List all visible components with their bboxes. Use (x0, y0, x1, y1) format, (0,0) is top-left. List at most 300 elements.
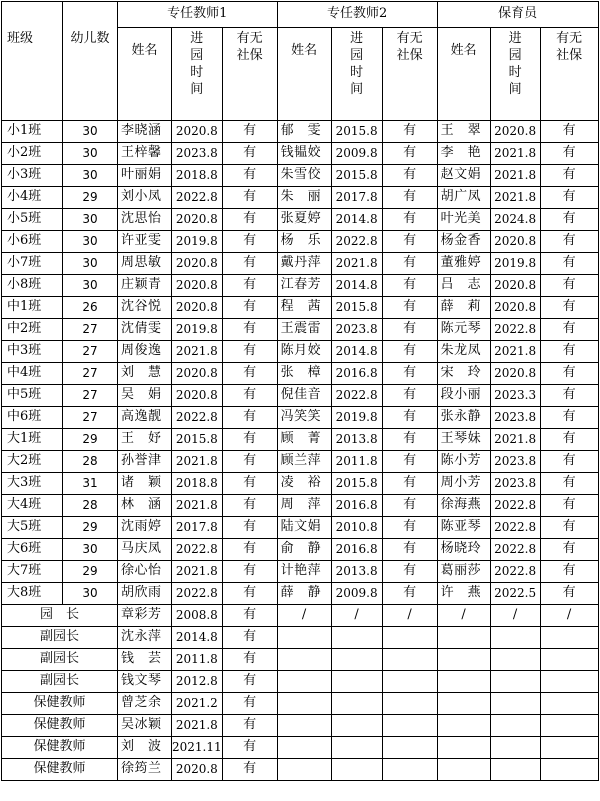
staff-empty-cell (437, 715, 490, 737)
caregiver-name: 杨晓玲 (437, 539, 490, 561)
teacher1-date: 2020.8 (172, 385, 223, 407)
header-start-date: 进 园 时 间 (172, 28, 223, 121)
caregiver-date: 2022.8 (490, 539, 540, 561)
caregiver-date: 2023.8 (490, 407, 540, 429)
teacher2-date: 2015.8 (331, 297, 382, 319)
staff-date: 2012.8 (172, 671, 223, 693)
table-row (2, 429, 599, 451)
teacher2-insurance: 有 (382, 363, 437, 385)
child-count-cell: 27 (63, 319, 118, 341)
caregiver-date: 2020.8 (490, 363, 540, 385)
caregiver-insurance: 有 (540, 143, 598, 165)
staff-empty-cell: / (490, 605, 540, 627)
teacher1-insurance: 有 (222, 561, 277, 583)
header-insurance: 有无 社保 (222, 28, 277, 121)
teacher2-name: 薛 静 (277, 583, 331, 605)
staff-empty-cell (277, 693, 331, 715)
child-count-cell: 26 (63, 297, 118, 319)
teacher1-date: 2021.8 (172, 561, 223, 583)
class-cell: 小5班 (2, 209, 63, 231)
staff-row (2, 759, 599, 781)
staff-insurance: 有 (222, 693, 277, 715)
teacher2-date: 2014.8 (331, 341, 382, 363)
teacher1-insurance: 有 (222, 429, 277, 451)
caregiver-date: 2024.8 (490, 209, 540, 231)
table-row (2, 121, 599, 143)
staff-role: 副园长 (2, 671, 118, 693)
staff-empty-cell (540, 627, 598, 649)
staff-empty-cell (382, 737, 437, 759)
teacher1-date: 2020.8 (172, 297, 223, 319)
caregiver-date: 2023.3 (490, 385, 540, 407)
teacher2-insurance: 有 (382, 121, 437, 143)
teacher2-name: 杨 乐 (277, 231, 331, 253)
header-group-teacher2: 专任教师2 (277, 2, 437, 28)
staff-empty-cell (382, 649, 437, 671)
table-row (2, 253, 599, 275)
staff-empty-cell (437, 737, 490, 759)
teacher2-name: 顾 菁 (277, 429, 331, 451)
caregiver-insurance: 有 (540, 341, 598, 363)
child-count-cell: 27 (63, 341, 118, 363)
teacher1-insurance: 有 (222, 253, 277, 275)
staff-insurance: 有 (222, 759, 277, 781)
staff-empty-cell (437, 693, 490, 715)
staff-empty-cell (277, 759, 331, 781)
teacher2-insurance: 有 (382, 231, 437, 253)
class-cell: 小1班 (2, 121, 63, 143)
teacher1-date: 2022.8 (172, 187, 223, 209)
caregiver-insurance: 有 (540, 561, 598, 583)
caregiver-insurance: 有 (540, 297, 598, 319)
staff-role: 保健教师 (2, 715, 118, 737)
caregiver-date: 2021.8 (490, 187, 540, 209)
header-start-date: 进 园 时 间 (490, 28, 540, 121)
child-count-cell: 30 (63, 121, 118, 143)
caregiver-name: 陈元琴 (437, 319, 490, 341)
teacher2-insurance: 有 (382, 561, 437, 583)
teacher1-name: 林 涵 (118, 495, 172, 517)
class-cell: 小7班 (2, 253, 63, 275)
caregiver-date: 2020.8 (490, 121, 540, 143)
class-cell: 大1班 (2, 429, 63, 451)
teacher2-name: 郁 雯 (277, 121, 331, 143)
staff-empty-cell (382, 693, 437, 715)
caregiver-insurance: 有 (540, 121, 598, 143)
staff-role: 保健教师 (2, 737, 118, 759)
teacher1-name: 高逸靓 (118, 407, 172, 429)
staff-empty-cell (490, 671, 540, 693)
teacher1-insurance: 有 (222, 187, 277, 209)
teacher2-insurance: 有 (382, 385, 437, 407)
child-count-cell: 29 (63, 429, 118, 451)
teacher2-date: 2022.8 (331, 231, 382, 253)
child-count-cell: 28 (63, 451, 118, 473)
caregiver-name: 陈亚琴 (437, 517, 490, 539)
teacher1-name: 王梓馨 (118, 143, 172, 165)
caregiver-name: 杨金香 (437, 231, 490, 253)
staff-insurance: 有 (222, 649, 277, 671)
caregiver-name: 胡广凤 (437, 187, 490, 209)
caregiver-insurance: 有 (540, 583, 598, 605)
staff-empty-cell (331, 737, 382, 759)
staff-empty-cell (490, 737, 540, 759)
teacher2-date: 2015.8 (331, 473, 382, 495)
staff-date: 2014.8 (172, 627, 223, 649)
staff-role: 园 长 (2, 605, 118, 627)
teacher2-insurance: 有 (382, 319, 437, 341)
teacher1-date: 2020.8 (172, 253, 223, 275)
teacher1-name: 李晓涵 (118, 121, 172, 143)
class-cell: 中4班 (2, 363, 63, 385)
teacher1-date: 2021.8 (172, 341, 223, 363)
teacher1-name: 马庆凤 (118, 539, 172, 561)
staff-empty-cell: / (437, 605, 490, 627)
table-row (2, 143, 599, 165)
teacher2-insurance: 有 (382, 143, 437, 165)
class-cell: 大5班 (2, 517, 63, 539)
caregiver-name: 许 燕 (437, 583, 490, 605)
caregiver-name: 张永静 (437, 407, 490, 429)
class-cell: 中3班 (2, 341, 63, 363)
teacher1-date: 2018.8 (172, 473, 223, 495)
caregiver-date: 2022.8 (490, 319, 540, 341)
teacher1-name: 徐心怡 (118, 561, 172, 583)
teacher2-name: 朱雪佼 (277, 165, 331, 187)
teacher1-insurance: 有 (222, 363, 277, 385)
header-class: 班级 (2, 2, 63, 121)
caregiver-insurance: 有 (540, 165, 598, 187)
teacher1-date: 2017.8 (172, 517, 223, 539)
staff-name: 刘 波 (118, 737, 172, 759)
table-row (2, 407, 599, 429)
class-cell: 小8班 (2, 275, 63, 297)
table-body (2, 121, 599, 781)
staff-row (2, 605, 599, 627)
teacher2-name: 计艳萍 (277, 561, 331, 583)
header-group-teacher1: 专任教师1 (118, 2, 278, 28)
staff-role: 副园长 (2, 649, 118, 671)
caregiver-name: 叶光美 (437, 209, 490, 231)
teacher1-date: 2021.8 (172, 495, 223, 517)
staff-empty-cell (331, 693, 382, 715)
teacher2-date: 2010.8 (331, 517, 382, 539)
teacher1-name: 沈思怡 (118, 209, 172, 231)
teacher2-date: 2009.8 (331, 143, 382, 165)
table-row (2, 583, 599, 605)
header-insurance: 有无 社保 (540, 28, 598, 121)
teacher2-date: 2023.8 (331, 319, 382, 341)
teacher2-insurance: 有 (382, 297, 437, 319)
caregiver-name: 王 翠 (437, 121, 490, 143)
table-row (2, 561, 599, 583)
teacher2-name: 江春芳 (277, 275, 331, 297)
teacher1-name: 王 妤 (118, 429, 172, 451)
teacher2-name: 张夏婷 (277, 209, 331, 231)
teacher1-insurance: 有 (222, 121, 277, 143)
header-name: 姓名 (277, 28, 331, 121)
caregiver-insurance: 有 (540, 319, 598, 341)
table-row (2, 319, 599, 341)
caregiver-name: 宋 玲 (437, 363, 490, 385)
child-count-cell: 29 (63, 517, 118, 539)
staff-date: 2021.2 (172, 693, 223, 715)
table-row (2, 517, 599, 539)
caregiver-insurance: 有 (540, 407, 598, 429)
teacher1-date: 2021.8 (172, 451, 223, 473)
staff-empty-cell (331, 759, 382, 781)
staff-name: 钱文琴 (118, 671, 172, 693)
teacher1-insurance: 有 (222, 385, 277, 407)
teacher2-date: 2022.8 (331, 385, 382, 407)
caregiver-date: 2021.8 (490, 341, 540, 363)
staff-row (2, 671, 599, 693)
teacher1-date: 2019.8 (172, 231, 223, 253)
staff-empty-cell (437, 649, 490, 671)
class-cell: 小6班 (2, 231, 63, 253)
child-count-cell: 29 (63, 561, 118, 583)
teacher1-date: 2023.8 (172, 143, 223, 165)
staff-empty-cell (540, 671, 598, 693)
class-cell: 中5班 (2, 385, 63, 407)
teacher2-date: 2015.8 (331, 121, 382, 143)
table-row (2, 187, 599, 209)
teacher1-insurance: 有 (222, 495, 277, 517)
caregiver-insurance: 有 (540, 473, 598, 495)
staff-name: 沈永萍 (118, 627, 172, 649)
teacher1-date: 2020.8 (172, 363, 223, 385)
child-count-cell: 30 (63, 231, 118, 253)
table-header (2, 2, 599, 121)
staff-empty-cell (382, 759, 437, 781)
header-name: 姓名 (437, 28, 490, 121)
staff-row (2, 715, 599, 737)
child-count-cell: 27 (63, 363, 118, 385)
staff-date: 2021.8 (172, 715, 223, 737)
teacher2-insurance: 有 (382, 209, 437, 231)
table-row (2, 363, 599, 385)
staff-empty-cell (382, 627, 437, 649)
staff-row (2, 737, 599, 759)
teacher2-date: 2011.8 (331, 451, 382, 473)
teacher1-date: 2022.8 (172, 539, 223, 561)
caregiver-date: 2022.8 (490, 561, 540, 583)
teacher2-name: 周 萍 (277, 495, 331, 517)
staff-empty-cell (382, 715, 437, 737)
caregiver-insurance: 有 (540, 253, 598, 275)
teacher2-date: 2016.8 (331, 363, 382, 385)
class-cell: 大8班 (2, 583, 63, 605)
caregiver-insurance: 有 (540, 275, 598, 297)
child-count-cell: 30 (63, 539, 118, 561)
header-child-count: 幼儿数 (63, 2, 118, 121)
caregiver-name: 段小丽 (437, 385, 490, 407)
teacher2-name: 张 樟 (277, 363, 331, 385)
teacher2-date: 2014.8 (331, 275, 382, 297)
teacher2-insurance: 有 (382, 495, 437, 517)
staff-role: 副园长 (2, 627, 118, 649)
teacher1-date: 2022.8 (172, 407, 223, 429)
teacher1-name: 庄颖青 (118, 275, 172, 297)
staff-empty-cell (490, 693, 540, 715)
teacher2-insurance: 有 (382, 583, 437, 605)
teacher1-insurance: 有 (222, 407, 277, 429)
teacher1-name: 孙誉津 (118, 451, 172, 473)
staff-insurance: 有 (222, 605, 277, 627)
teacher1-date: 2020.8 (172, 121, 223, 143)
caregiver-date: 2020.8 (490, 275, 540, 297)
staff-empty-cell (331, 627, 382, 649)
child-count-cell: 30 (63, 143, 118, 165)
staff-empty-cell (490, 715, 540, 737)
caregiver-name: 周小芳 (437, 473, 490, 495)
teacher1-insurance: 有 (222, 209, 277, 231)
caregiver-date: 2021.8 (490, 143, 540, 165)
teacher2-insurance: 有 (382, 253, 437, 275)
table-row (2, 165, 599, 187)
teacher2-name: 凌 裕 (277, 473, 331, 495)
teacher1-insurance: 有 (222, 539, 277, 561)
child-count-cell: 30 (63, 253, 118, 275)
staff-empty-cell (437, 759, 490, 781)
teacher2-name: 冯笑笑 (277, 407, 331, 429)
teacher1-insurance: 有 (222, 583, 277, 605)
teacher2-name: 朱 丽 (277, 187, 331, 209)
caregiver-name: 董雅婷 (437, 253, 490, 275)
teacher1-insurance: 有 (222, 165, 277, 187)
staff-name: 吴冰颖 (118, 715, 172, 737)
staff-role: 保健教师 (2, 693, 118, 715)
teacher1-name: 许亚雯 (118, 231, 172, 253)
caregiver-insurance: 有 (540, 429, 598, 451)
staff-empty-cell (540, 737, 598, 759)
caregiver-date: 2020.8 (490, 231, 540, 253)
table-row (2, 297, 599, 319)
staff-empty-cell (277, 649, 331, 671)
teacher1-insurance: 有 (222, 297, 277, 319)
table-row (2, 231, 599, 253)
table-row (2, 451, 599, 473)
teacher1-name: 刘 慧 (118, 363, 172, 385)
teacher2-date: 2016.8 (331, 539, 382, 561)
header-name: 姓名 (118, 28, 172, 121)
header-insurance: 有无 社保 (382, 28, 437, 121)
teacher1-name: 周思敏 (118, 253, 172, 275)
table-row (2, 209, 599, 231)
staff-empty-cell (277, 671, 331, 693)
teacher2-name: 钱韫姣 (277, 143, 331, 165)
teacher1-insurance: 有 (222, 231, 277, 253)
teacher2-date: 2016.8 (331, 495, 382, 517)
caregiver-date: 2019.8 (490, 253, 540, 275)
staff-empty-cell: / (331, 605, 382, 627)
caregiver-insurance: 有 (540, 517, 598, 539)
class-cell: 大4班 (2, 495, 63, 517)
caregiver-date: 2022.8 (490, 495, 540, 517)
teacher1-date: 2015.8 (172, 429, 223, 451)
child-count-cell: 31 (63, 473, 118, 495)
class-cell: 中2班 (2, 319, 63, 341)
child-count-cell: 28 (63, 495, 118, 517)
caregiver-insurance: 有 (540, 385, 598, 407)
staff-empty-cell (277, 737, 331, 759)
teacher1-insurance: 有 (222, 517, 277, 539)
staff-empty-cell (490, 759, 540, 781)
staff-date: 2011.8 (172, 649, 223, 671)
header-group-caregiver: 保育员 (437, 2, 598, 28)
staff-empty-cell (331, 715, 382, 737)
staff-empty-cell (277, 715, 331, 737)
staff-insurance: 有 (222, 737, 277, 759)
teacher2-date: 2017.8 (331, 187, 382, 209)
teacher1-name: 周俊逸 (118, 341, 172, 363)
staff-empty-cell (382, 671, 437, 693)
teacher1-insurance: 有 (222, 451, 277, 473)
teacher2-insurance: 有 (382, 539, 437, 561)
table-row (2, 539, 599, 561)
teacher2-insurance: 有 (382, 407, 437, 429)
staff-date: 2008.8 (172, 605, 223, 627)
caregiver-name: 吕 志 (437, 275, 490, 297)
staff-row (2, 649, 599, 671)
teacher2-insurance: 有 (382, 473, 437, 495)
teacher1-name: 吴 娟 (118, 385, 172, 407)
class-cell: 大2班 (2, 451, 63, 473)
class-cell: 大3班 (2, 473, 63, 495)
staff-empty-cell (540, 715, 598, 737)
staff-date: 2021.11 (172, 737, 223, 759)
child-count-cell: 30 (63, 209, 118, 231)
class-cell: 中1班 (2, 297, 63, 319)
header-start-date: 进 园 时 间 (331, 28, 382, 121)
teacher2-insurance: 有 (382, 429, 437, 451)
caregiver-date: 2022.5 (490, 583, 540, 605)
staff-date: 2020.8 (172, 759, 223, 781)
child-count-cell: 29 (63, 187, 118, 209)
child-count-cell: 27 (63, 385, 118, 407)
caregiver-date: 2023.8 (490, 451, 540, 473)
child-count-cell: 30 (63, 275, 118, 297)
staff-insurance: 有 (222, 671, 277, 693)
teacher1-name: 沈倩雯 (118, 319, 172, 341)
class-cell: 小3班 (2, 165, 63, 187)
teacher2-date: 2019.8 (331, 407, 382, 429)
teacher1-date: 2022.8 (172, 583, 223, 605)
caregiver-insurance: 有 (540, 539, 598, 561)
caregiver-name: 薛 莉 (437, 297, 490, 319)
caregiver-insurance: 有 (540, 209, 598, 231)
caregiver-insurance: 有 (540, 495, 598, 517)
staff-empty-cell (437, 671, 490, 693)
teacher1-name: 叶丽娟 (118, 165, 172, 187)
caregiver-insurance: 有 (540, 363, 598, 385)
caregiver-date: 2021.8 (490, 165, 540, 187)
teacher2-date: 2015.8 (331, 165, 382, 187)
teacher2-insurance: 有 (382, 187, 437, 209)
staff-name: 章彩芳 (118, 605, 172, 627)
staff-insurance: 有 (222, 627, 277, 649)
teacher1-name: 诸 颖 (118, 473, 172, 495)
teacher2-insurance: 有 (382, 165, 437, 187)
staff-empty-cell: / (277, 605, 331, 627)
class-cell: 大6班 (2, 539, 63, 561)
teacher1-name: 沈谷悦 (118, 297, 172, 319)
teacher1-date: 2020.8 (172, 275, 223, 297)
class-cell: 小2班 (2, 143, 63, 165)
class-cell: 大7班 (2, 561, 63, 583)
teacher2-date: 2009.8 (331, 583, 382, 605)
staff-empty-cell (277, 627, 331, 649)
